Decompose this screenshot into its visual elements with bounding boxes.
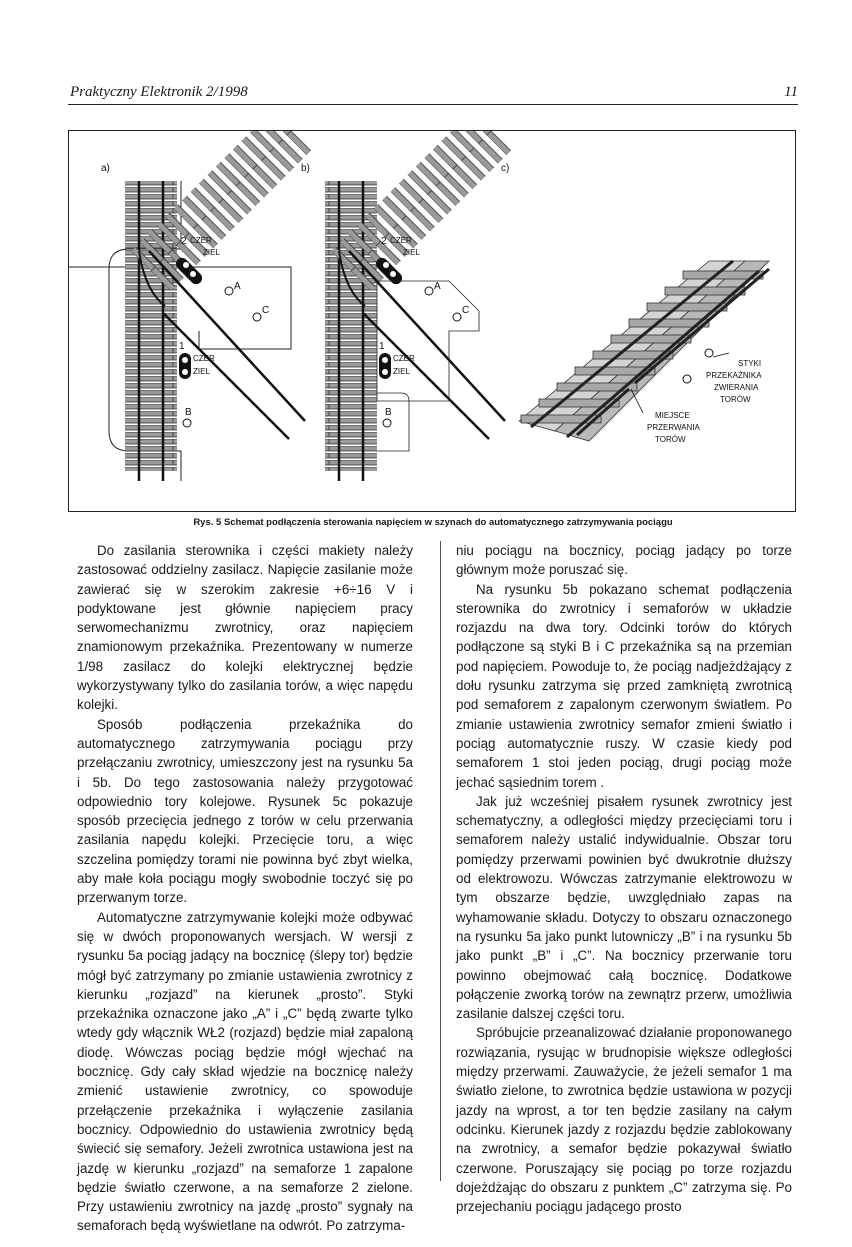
signal-1a-green-label: ZIEL: [193, 367, 210, 376]
signal-2b-green-label: ZIEL: [403, 248, 420, 257]
gap-label-line2: PRZERWANIA: [647, 423, 700, 432]
signal-1b-green-label: ZIEL: [393, 367, 410, 376]
paragraph: Spróbujcie przeanalizować działanie proponowanego rozwiązania, rysując w brudnopisie większe odległości między przerwami. Zauważycie, że jeżeli semafor 1 ma światło zielone, to zwrotnica będzie ustawiona w pozycji jazdy na wprost, a tor ten będzie zasilany na całym odcinku. Kierunek jazdy z rozjazdu będzie zablokowany na zwrotnicy, a semafor będzie pokazywał światło czerwone. Poruszający się pociąg po torze rozjazdu dojeżdżając do obszaru z punktem „C” zatrzyma się. Po przejechaniu pociągu jadącego prosto: [456, 1025, 792, 1215]
figure-drawing: [69, 131, 797, 513]
contact-c-label: C: [262, 305, 270, 316]
figure-5: [68, 130, 796, 512]
contact-a-icon: [225, 287, 233, 295]
relay-label-line2: PRZEKAŹNIKA: [706, 371, 762, 380]
signal-number-2b: 2: [381, 236, 387, 247]
signal-2b-red-icon: [383, 262, 389, 268]
signal-2a-green-label: ZIEL: [203, 248, 220, 257]
signal-1-green-icon: [182, 369, 188, 375]
paragraph: Do zasilania sterownika i części makiety należy zastosować oddzielny zasilacz. Napięcie zasilanie może zawierać się w szerokim zakresie +6÷16 V i podyktowane jest głównie napięciem pracy serwomechanizmu zwrotnicy, oraz napięciem znamionowym przekaźnika. Prezentowany w numerze 1/98 zasilacz do kolejki elektrycznej będzie wykorzystywany tylko do zasilania torów, a więc napędu kolejki.: [77, 543, 413, 713]
signal-number-2a: 2: [181, 236, 187, 247]
page-number: 11: [784, 84, 798, 100]
signal-2b-green-icon: [390, 271, 396, 277]
journal-title: Praktyczny Elektronik 2/1998: [70, 84, 248, 100]
signal-2a-red-label: CZER: [190, 236, 212, 245]
header-rule: [68, 104, 798, 105]
gap-label-line3: TORÓW: [655, 435, 686, 444]
contact-a-b-icon: [425, 287, 433, 295]
panel-label-b: b): [301, 163, 310, 174]
signal-1b-red-icon: [382, 357, 388, 363]
relay-label-line1: STYKI: [738, 359, 762, 368]
gap-label-line1: MIEJSCE: [655, 411, 690, 420]
column-divider: [440, 541, 441, 1181]
paragraph: niu pociągu na bocznicy, pociąg jadący po torze głównym może poruszać się.: [456, 543, 792, 578]
left-column: [77, 541, 413, 1236]
contact-c-b-label: C: [462, 305, 470, 316]
contact-a-b-label: A: [434, 281, 441, 292]
contact-b-icon: [183, 419, 191, 427]
paragraph: Jak już wcześniej pisałem rysunek zwrotnicy jest schematyczny, a odległości między przecięciami toru i semaforem należy ustalić indywidualnie. Obszar toru pomiędzy przerwami powinien być dwukrotnie dłuższy od elektrowozu. Wówczas zatrzymanie elektrowozu w tym obszarze będzie, uwzględniało zapas na wyhamowanie składu. Dotyczy to obszaru oznaczonego na rysunku 5a jako punkt lutowniczy „B” i na rysunku 5b jako punkt „B” i „C”. Na bocznicy przerwanie toru powinno obejmować całą bocznicę. Dodatkowe połączenie zworką torów na zewnątrz przerw, umożliwia zasilanie dalszej części toru.: [456, 793, 792, 1022]
panel-c-track: [519, 261, 769, 444]
figure-caption: Rys. 5 Schemat podłączenia sterowania napięciem w szynach do automatycznego zatrzymywania pociągu: [193, 517, 673, 528]
right-column: [456, 541, 792, 1216]
panel-label-c: c): [501, 163, 510, 174]
contact-b-label: B: [185, 407, 192, 418]
signal-2b-red-label: CZER: [390, 236, 412, 245]
paragraph: Automatyczne zatrzymywanie kolejki może odbywać się w dwóch proponowanych wersjach. W wersji z rysunku 5a pociąg jadący na bocznicę (ślepy tor) będzie mógł być zatrzymany po zmianie ustawienia zwrotnicy z kierunku „rozjazd” na kierunek „prosto”. Styki przekaźnika oznaczone jako „A” i „C” będą zwarte tylko wtedy gdy włącznik WŁ2 (rozjazd) będzie miał zapaloną diodę. Wówczas pociąg będzie mógł wjechać na bocznicę. Gdy cały skład wjedzie na bocznicę należy zmienić ustawienie zwrotnicy, co spowoduje przełączenie przekaźnika i wyłączenie zasilania bocznicy. Odpowiednio do ustawienia zwrotnicy będą świecić się semafory. Jeżeli zwrotnica ustawiona jest na jazdę w kierunku „rozjazd” na semaforze 1 zapalone będzie światło czerwone, a na semaforze 2 zielone. Przy ustawieniu zwrotnicy na jazdę „prosto” sygnały na semaforach będą wyświetlane na odwrót. Po zatrzyma-: [77, 909, 413, 1234]
panel-label-a: a): [101, 163, 110, 174]
relay-label-line4: TORÓW: [720, 395, 751, 404]
panel-b-track: [325, 131, 512, 481]
contact-a-label: A: [234, 281, 241, 292]
signal-2-red-icon: [183, 262, 189, 268]
contact-c-b-icon: [453, 313, 461, 321]
signal-1b-green-icon: [382, 369, 388, 375]
contact-b-b-label: B: [385, 407, 392, 418]
panel-a-track: [69, 131, 312, 481]
signal-number-1b: 1: [379, 341, 385, 352]
signal-1a-red-label: CZER: [193, 354, 215, 363]
running-header: [70, 84, 798, 104]
contact-b-b-icon: [383, 419, 391, 427]
signal-2-green-icon: [190, 271, 196, 277]
paragraph: Na rysunku 5b pokazano schemat podłączenia sterownika do zwrotnicy i semaforów w układzie rozjazdu na dwa tory. Odcinki torów do których podłączone są styki B i C przekaźnika są na przemian pod napięciem. Powoduje to, że pociąg nadjeżdżający z dołu rysunku zatrzyma się przed zamkniętą zwrotnicą pod semaforem z zapalonym czerwonym światłem. Po zmianie ustawienia zwrotnicy semafor zmieni światło i pociąg automatycznie ruszy. W czasie kiedy pod semaforem 1 stoi jeden pociąg, drugi pociąg może jechać sąsiednim torem .: [456, 581, 792, 790]
signal-1-red-icon: [182, 357, 188, 363]
relay-label-line3: ZWIERANIA: [714, 383, 759, 392]
paragraph: Sposób podłączenia przekaźnika do automatycznego zatrzymywania pociągu przy przełączaniu zwrotnicy, umieszczony jest na rysunku 5a i 5b. Do tego zastosowania należy przygotować odpowiednio tory kolejowe. Rysunek 5c pokazuje sposób przecięcia jednego z torów w celu przerwania zasilania napędu kolejki. Przecięcie toru, a więc szczelina pomiędzy torami nie powinna być zbyt wielka, aby małe koła pociągu mogły swobodnie toczyć się po przerwanym torze.: [77, 716, 413, 906]
signal-1b-red-label: CZER: [393, 354, 415, 363]
signal-number-1a: 1: [179, 341, 185, 352]
contact-c-icon: [253, 313, 261, 321]
